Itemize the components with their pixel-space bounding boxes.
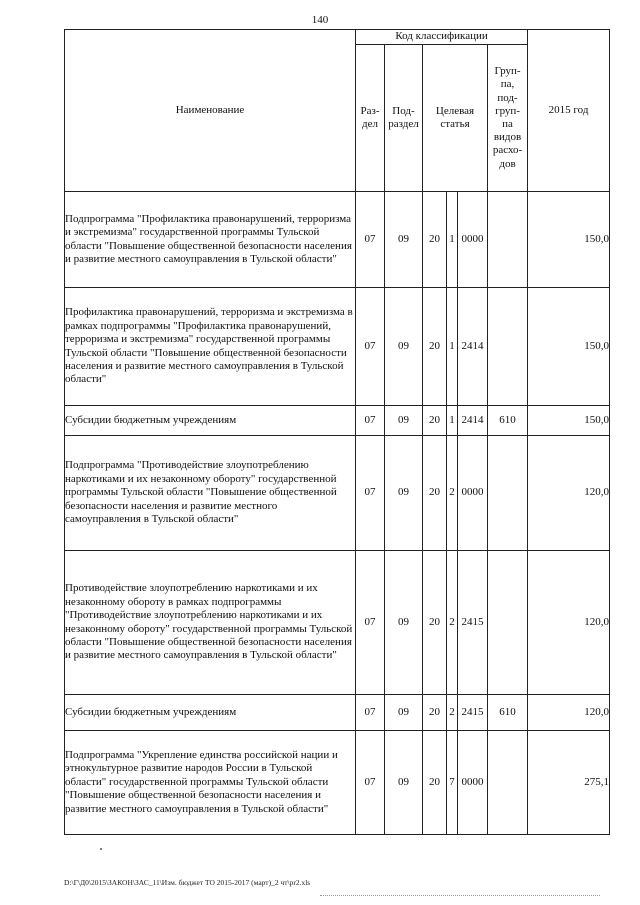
header-target-article: Целевая статья [423, 45, 488, 192]
row-amount: 120,0 [528, 695, 610, 731]
row-section: 07 [356, 731, 385, 835]
table-row [65, 551, 610, 695]
scan-artifact-dot [100, 848, 102, 850]
row-target-program: 20 [423, 695, 447, 731]
row-subsection: 09 [385, 288, 423, 406]
row-target-program: 20 [423, 192, 447, 288]
header-classification: Код классификации [356, 30, 528, 45]
row-target-program: 20 [423, 551, 447, 695]
row-target-subprogram: 1 [447, 192, 458, 288]
row-subsection: 09 [385, 436, 423, 551]
row-amount: 150,0 [528, 288, 610, 406]
row-target-program: 20 [423, 406, 447, 436]
row-target-code: 2414 [458, 288, 488, 406]
row-amount: 120,0 [528, 436, 610, 551]
row-expense-group: 610 [488, 406, 528, 436]
row-subsection: 09 [385, 695, 423, 731]
row-expense-group [488, 731, 528, 835]
footer-file-path: D:\Г\Д0\2015\ЗАКОН\ЗАС_11\Изм. бюджет ТО 2015-2017 (март)_2 чт\pr2.xls [64, 878, 311, 887]
page-number: 140 [311, 14, 329, 26]
row-target-code: 2414 [458, 406, 488, 436]
row-name: Подпрограмма "Укрепление единства российской нации и этнокультурное развитие народов России в Тульской области" государственной программы Тульской области "Повышение общественной безопасности населения и развитие местного самоуправления в Тульской области" [65, 731, 356, 835]
row-target-subprogram: 1 [447, 288, 458, 406]
row-amount: 275,1 [528, 731, 610, 835]
row-subsection: 09 [385, 406, 423, 436]
table-row [65, 436, 610, 551]
row-subsection: 09 [385, 192, 423, 288]
row-amount: 120,0 [528, 551, 610, 695]
row-section: 07 [356, 551, 385, 695]
row-target-subprogram: 2 [447, 695, 458, 731]
footer-dotted-line [320, 895, 600, 896]
row-target-subprogram: 7 [447, 731, 458, 835]
row-section: 07 [356, 288, 385, 406]
table-row [65, 695, 610, 731]
row-amount: 150,0 [528, 192, 610, 288]
header-section: Раз- дел [356, 45, 385, 192]
header-name: Наименование [65, 30, 356, 192]
header-subsection: Под- раздел [385, 45, 423, 192]
row-target-program: 20 [423, 288, 447, 406]
row-expense-group [488, 436, 528, 551]
row-target-code: 0000 [458, 436, 488, 551]
row-target-subprogram: 1 [447, 406, 458, 436]
header-year: 2015 год [528, 30, 610, 192]
row-target-subprogram: 2 [447, 436, 458, 551]
table-row [65, 192, 610, 288]
table-row [65, 406, 610, 436]
row-target-code: 2415 [458, 695, 488, 731]
row-section: 07 [356, 695, 385, 731]
row-subsection: 09 [385, 551, 423, 695]
row-name: Субсидии бюджетным учреждениям [65, 695, 356, 731]
row-target-subprogram: 2 [447, 551, 458, 695]
row-name: Противодействие злоупотреблению наркотиками и их незаконному обороту в рамках подпрограммы "Противодействие злоупотреблению наркотиками и их незаконному обороту" государственной программы Тульской области "Повышение общественной безопасности населения и развитие местного самоуправления в Тульской области" [65, 551, 356, 695]
row-section: 07 [356, 192, 385, 288]
row-target-code: 0000 [458, 731, 488, 835]
row-target-program: 20 [423, 436, 447, 551]
row-expense-group: 610 [488, 695, 528, 731]
header-expense-group: Груп- па, под- груп- па видов расхо- дов [488, 45, 528, 192]
row-subsection: 09 [385, 731, 423, 835]
row-target-code: 2415 [458, 551, 488, 695]
row-amount: 150,0 [528, 406, 610, 436]
row-section: 07 [356, 436, 385, 551]
row-target-program: 20 [423, 731, 447, 835]
row-expense-group [488, 192, 528, 288]
row-target-code: 0000 [458, 192, 488, 288]
row-expense-group [488, 551, 528, 695]
row-name: Подпрограмма "Профилактика правонарушений, терроризма и экстремизма" государственной программы Тульской области "Повышение общественной безопасности населения и развитие местного самоуправления в Тульской области" [65, 192, 356, 288]
budget-table [64, 29, 610, 835]
row-name: Профилактика правонарушений, терроризма и экстремизма в рамках подпрограммы "Профилактика правонарушений, терроризма и экстремизма" государственной программы Тульской области "Повышение общественной безопасности населения и развитие местного самоуправления в Тульской области" [65, 288, 356, 406]
row-expense-group [488, 288, 528, 406]
table-row [65, 731, 610, 835]
row-section: 07 [356, 406, 385, 436]
row-name: Подпрограмма "Противодействие злоупотреблению наркотиками и их незаконному обороту" государственной программы Тульской области "Повышение общественной безопасности населения и развитие местного самоуправления в Тульской области" [65, 436, 356, 551]
table-row [65, 288, 610, 406]
row-name: Субсидии бюджетным учреждениям [65, 406, 356, 436]
